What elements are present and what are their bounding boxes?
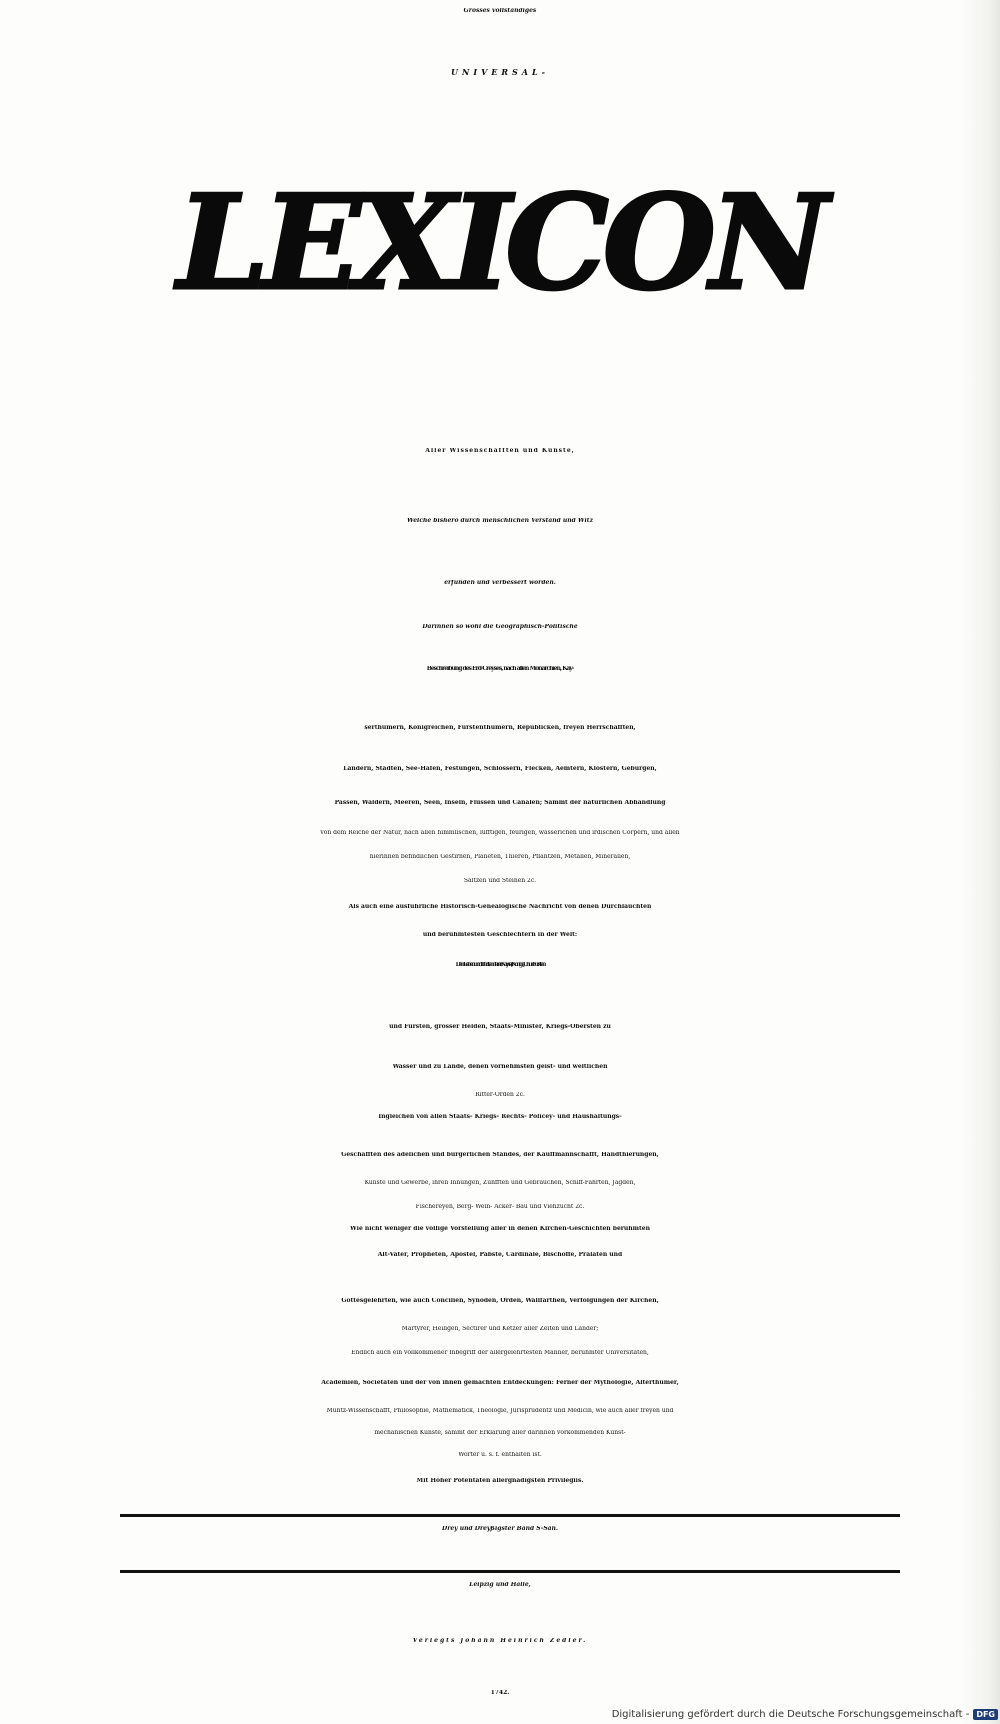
title-universal: UNIVERSAL- xyxy=(451,68,549,76)
title-lexicon: LEXICON xyxy=(177,178,823,308)
text-beschreibung: Beschreibung des Erd-Creyses, nach allen Monarchien, Kay- xyxy=(426,666,574,672)
text-muenz: Müntz-Wissenschafft, Philosophie, Mathematick, Theologie, Jurisprudentz und Medicin, wie auch aller freyen und xyxy=(326,1408,674,1414)
text-maertyrer: Märtyrer, Heiligen, Sectirer und Ketzer aller Zeiten und Länder; xyxy=(401,1326,599,1332)
text-fuersten: und Fürsten, grosser Helden, Staats-Minister, Kriegs-Obersten zu xyxy=(389,1024,611,1030)
subtitle-welche: Welche bishero durch menschlichen Verstand und Witz xyxy=(406,518,593,524)
text-alsauch: Als auch eine ausführliche Historisch-Genealogische Nachricht von denen Durchlauchten xyxy=(348,904,652,910)
divider-bottom xyxy=(120,1570,900,1573)
text-ritter: Ritter-Orden 2c. xyxy=(475,1092,525,1098)
volume-label: Drey und Dreyßigster Band S-San. xyxy=(441,1526,558,1532)
text-wienicht: Wie nicht weniger die völlige Vorstellung aller in denen Kirchen-Geschichten berühmten xyxy=(350,1226,650,1232)
text-woerter: Wörter u. s. f. enthalten ist. xyxy=(458,1452,542,1458)
text-hierinnen: hierinnen befindlichen Gestirnen, Planeten, Thieren, Pflantzen, Metallen, Mineralien, xyxy=(369,854,631,860)
credit-text: Digitalisierung gefördert durch die Deutsche Forschungsgemeinschaft - xyxy=(611,1709,970,1720)
text-wasser: Wasser und zu Lande, denen vornehmsten geist- und weltlichen xyxy=(392,1064,608,1070)
imprint-publisher: Verlegts Johann Heinrich Zedler. xyxy=(412,1638,588,1644)
text-kuenste: Künste und Gewerbe, ihren Innungen, Zünfften und Gebräuchen, Schiff-Fahrten, Jagden, xyxy=(364,1180,636,1186)
text-laendern: Ländern, Städten, See-Häfen, Festungen, Schlössern, Flecken, Aemtern, Klöstern, Gebürgen, xyxy=(343,766,657,772)
title-line-gross: Grosses vollständiges xyxy=(463,8,537,14)
text-altvaeter: Alt-Väter, Propheten, Apostel, Päbste, Cardinäle, Bischöffe, Prälaten und xyxy=(377,1252,623,1258)
divider-top xyxy=(120,1514,900,1517)
text-academien: Academien, Societäten und der von ihnen gemachten Entdeckungen: Ferner der Mythologie, Alterthümer, xyxy=(321,1380,679,1386)
text-leben: Den Leben und Thaten derer Kayser, Könige, Chur-Fürsten xyxy=(455,962,545,968)
text-privilegiis: Mit Hoher Potentaten allergnädigsten Privilegiis. xyxy=(416,1478,584,1484)
dfg-logo-icon: DFG xyxy=(973,1709,998,1720)
text-paessen: Pässen, Wäldern, Meeren, Seen, Inseln, Flüssen und Canälen; Sammt der natürlichen Abhandlung xyxy=(334,800,666,806)
text-fischereyen: Fischereyen, Berg- Wein- Acker- Bau und Viehzucht 2c. xyxy=(415,1204,585,1210)
text-geschaefften: Geschäfften des adelichen und bürgerlichen Standes, der Kauffmannschafft, Handthierungen, xyxy=(341,1152,659,1158)
subtitle-aller: Aller Wissenschafften und Künste, xyxy=(425,448,575,454)
text-beruehmt: und berühmtesten Geschlechtern in der Welt: xyxy=(422,932,578,938)
text-endlich: Endlich auch ein vollkommener Inbegriff der allergelehrtesten Männer, berühmter Universitäten, xyxy=(351,1350,649,1356)
digitization-credit xyxy=(612,1709,998,1720)
imprint-year: 1742. xyxy=(490,1690,510,1696)
text-darinnen: Darinnen so wohl die Geographisch-Politische xyxy=(422,624,578,630)
imprint-place: Leipzig und Halle, xyxy=(469,1582,531,1588)
text-saltzen: Saltzen und Steinen 2c. xyxy=(463,878,537,884)
subtitle-erfunden: erfunden und verbessert worden. xyxy=(444,580,556,586)
text-reiche: von dem Reiche der Natur, nach allen himmlischen, lüfftigen, feurigen, wässerichen und irdischen Cörpern, und allen xyxy=(320,830,680,836)
text-gottes: Gottesgelehrten, wie auch Concilien, Synoden, Orden, Wallfarthen, Verfolgungen der Kirchen, xyxy=(341,1298,659,1304)
text-thuemern: serthümern, Königreichen, Fürstenthümern, Republicken, freyen Herrschafften, xyxy=(364,725,636,731)
text-mechanisch: mechanischen Künste, sammt der Erklärung aller darinnen vorkommenden Kunst- xyxy=(374,1430,626,1436)
text-ingleichen: Ingleichen von allen Staats- Kriegs- Rechts- Policey- und Haushaltungs- xyxy=(378,1114,622,1120)
